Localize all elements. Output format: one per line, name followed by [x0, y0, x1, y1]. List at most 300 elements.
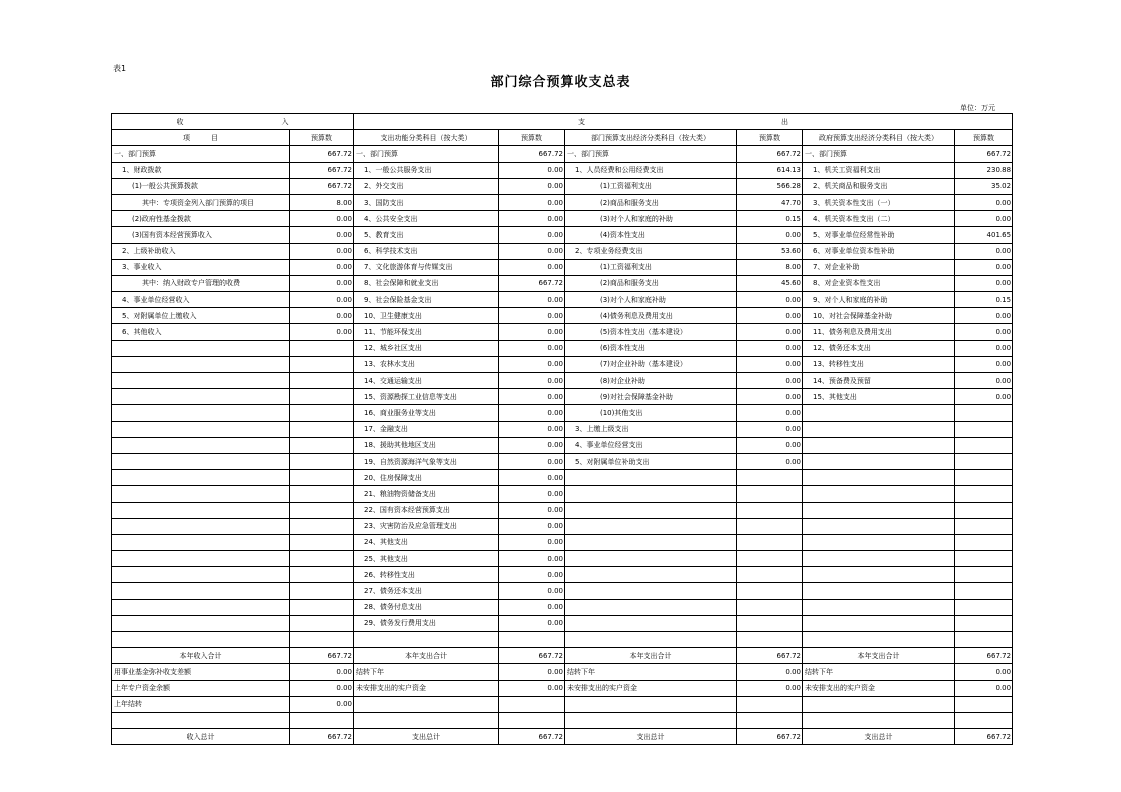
income-label-cell [112, 453, 290, 469]
table-row [112, 567, 1013, 583]
header-row-2 [112, 130, 1013, 146]
gov-econ-label-cell [803, 421, 955, 437]
income-value-cell [290, 356, 354, 372]
dept-econ-value-cell [737, 712, 803, 728]
gov-econ-label-cell: 11、债务利息及费用支出 [803, 324, 955, 340]
income-value-cell [290, 551, 354, 567]
page-title: 部门综合预算收支总表 [490, 75, 631, 90]
func-label-cell: 7、文化旅游体育与传媒支出 [354, 259, 499, 275]
income-value-cell [290, 421, 354, 437]
table-row [112, 227, 1013, 243]
gov-econ-label-cell: 本年支出合计 [803, 648, 955, 664]
dept-econ-label-cell: 本年支出合计 [565, 648, 737, 664]
table-row [112, 583, 1013, 599]
dept-econ-label-cell: (7)对企业补助（基本建设） [565, 356, 737, 372]
col-gov-econ: 政府预算支出经济分类科目（按大类） [803, 130, 955, 146]
gov-econ-label-cell: 13、转移性支出 [803, 356, 955, 372]
func-value-cell: 0.00 [499, 421, 565, 437]
func-label-cell: 25、其他支出 [354, 551, 499, 567]
table-row [112, 599, 1013, 615]
func-value-cell: 0.00 [499, 551, 565, 567]
gov-econ-label-cell: 7、对企业补助 [803, 259, 955, 275]
dept-econ-label-cell: (3)对个人和家庭补助 [565, 292, 737, 308]
dept-econ-value-cell [737, 615, 803, 631]
col-dept-econ: 部门预算支出经济分类科目（按大类） [565, 130, 737, 146]
gov-econ-value-cell [955, 453, 1013, 469]
dept-econ-value-cell: 0.15 [737, 211, 803, 227]
dept-econ-label-cell: (2)商品和服务支出 [565, 194, 737, 210]
gov-econ-value-cell [955, 712, 1013, 728]
income-value-cell: 0.00 [290, 243, 354, 259]
dept-econ-value-cell: 0.00 [737, 308, 803, 324]
func-value-cell: 0.00 [499, 162, 565, 178]
dept-econ-value-cell [737, 632, 803, 648]
func-label-cell: 本年支出合计 [354, 648, 499, 664]
gov-econ-value-cell: 0.00 [955, 373, 1013, 389]
func-label-cell: 20、住房保障支出 [354, 470, 499, 486]
gov-econ-label-cell [803, 502, 955, 518]
gov-econ-label-cell: 4、机关资本性支出（二） [803, 211, 955, 227]
table-row [112, 712, 1013, 728]
income-label-cell: 其中：纳入财政专户管理的收费 [112, 275, 290, 291]
gov-econ-value-cell: 0.00 [955, 308, 1013, 324]
gov-econ-label-cell [803, 696, 955, 712]
dept-econ-label-cell [565, 518, 737, 534]
dept-econ-label-cell: (1)工资福利支出 [565, 259, 737, 275]
func-value-cell: 0.00 [499, 680, 565, 696]
func-label-cell: 结转下年 [354, 664, 499, 680]
income-value-cell [290, 453, 354, 469]
gov-econ-label-cell [803, 437, 955, 453]
col-func: 支出功能分类科目（按大类） [354, 130, 499, 146]
dept-econ-value-cell: 0.00 [737, 453, 803, 469]
func-value-cell: 0.00 [499, 470, 565, 486]
func-label-cell [354, 632, 499, 648]
func-value-cell: 0.00 [499, 518, 565, 534]
dept-econ-value-cell: 8.00 [737, 259, 803, 275]
dept-econ-value-cell: 0.00 [737, 356, 803, 372]
func-value-cell: 0.00 [499, 243, 565, 259]
table-row [112, 308, 1013, 324]
gov-econ-label-cell [803, 534, 955, 550]
gov-econ-value-cell [955, 421, 1013, 437]
func-label-cell: 9、社会保险基金支出 [354, 292, 499, 308]
dept-econ-value-cell: 0.00 [737, 340, 803, 356]
dept-econ-label-cell [565, 712, 737, 728]
table-row [112, 664, 1013, 680]
func-value-cell: 667.72 [499, 146, 565, 162]
table-row [112, 146, 1013, 162]
gov-econ-label-cell: 12、债务还本支出 [803, 340, 955, 356]
income-label-cell [112, 356, 290, 372]
func-value-cell: 0.00 [499, 486, 565, 502]
gov-econ-label-cell [803, 486, 955, 502]
income-label-cell [112, 567, 290, 583]
gov-econ-value-cell [955, 405, 1013, 421]
income-label-cell [112, 373, 290, 389]
dept-econ-label-cell: (1)工资福利支出 [565, 178, 737, 194]
gov-econ-label-cell: 8、对企业资本性支出 [803, 275, 955, 291]
gov-econ-label-cell [803, 712, 955, 728]
table-row [112, 356, 1013, 372]
dept-econ-label-cell: 1、人员经费和公用经费支出 [565, 162, 737, 178]
gov-econ-label-cell: 15、其他支出 [803, 389, 955, 405]
gov-econ-value-cell: 0.15 [955, 292, 1013, 308]
dept-econ-label-cell: (4)债务利息及费用支出 [565, 308, 737, 324]
dept-econ-value-cell: 0.00 [737, 373, 803, 389]
gov-econ-value-cell [955, 518, 1013, 534]
dept-econ-value-cell [737, 518, 803, 534]
dept-econ-label-cell: 2、专项业务经费支出 [565, 243, 737, 259]
table-row [112, 551, 1013, 567]
income-value-cell [290, 405, 354, 421]
income-label-cell [112, 615, 290, 631]
dept-econ-value-cell: 0.00 [737, 680, 803, 696]
income-label-cell [112, 437, 290, 453]
func-label-cell: 29、债务发行费用支出 [354, 615, 499, 631]
dept-econ-value-cell: 0.00 [737, 437, 803, 453]
dept-econ-value-cell: 566.28 [737, 178, 803, 194]
gov-econ-value-cell: 0.00 [955, 324, 1013, 340]
income-value-cell [290, 373, 354, 389]
income-label-cell: 上年专户资金余额 [112, 680, 290, 696]
table-row [112, 518, 1013, 534]
dept-econ-value-cell: 0.00 [737, 664, 803, 680]
income-value-cell: 667.72 [290, 146, 354, 162]
table-row [112, 389, 1013, 405]
table-row [112, 534, 1013, 550]
gov-econ-label-cell: 一、部门预算 [803, 146, 955, 162]
func-value-cell: 0.00 [499, 211, 565, 227]
income-value-cell: 667.72 [290, 178, 354, 194]
income-value-cell: 0.00 [290, 211, 354, 227]
income-label-cell: 3、事业收入 [112, 259, 290, 275]
gov-econ-label-cell: 结转下年 [803, 664, 955, 680]
dept-econ-label-cell [565, 486, 737, 502]
income-label-cell [112, 421, 290, 437]
income-label-cell: (3)国有资本经营预算收入 [112, 227, 290, 243]
gov-econ-value-cell [955, 437, 1013, 453]
col-budget-func: 预算数 [499, 130, 565, 146]
dept-econ-value-cell: 0.00 [737, 227, 803, 243]
func-label-cell: 27、债务还本支出 [354, 583, 499, 599]
col-budget-income: 预算数 [290, 130, 354, 146]
dept-econ-label-cell [565, 551, 737, 567]
dept-econ-label-cell: 一、部门预算 [565, 146, 737, 162]
dept-econ-value-cell: 667.72 [737, 729, 803, 745]
dept-econ-label-cell: 支出总计 [565, 729, 737, 745]
income-value-cell: 0.00 [290, 696, 354, 712]
table-row [112, 437, 1013, 453]
gov-econ-value-cell: 0.00 [955, 259, 1013, 275]
gov-econ-label-cell [803, 551, 955, 567]
func-label-cell [354, 696, 499, 712]
func-label-cell: 5、教育支出 [354, 227, 499, 243]
dept-econ-value-cell [737, 470, 803, 486]
income-label-cell: (2)政府性基金拨款 [112, 211, 290, 227]
gov-econ-label-cell: 5、对事业单位经常性补助 [803, 227, 955, 243]
dept-econ-value-cell [737, 551, 803, 567]
dept-econ-value-cell: 614.13 [737, 162, 803, 178]
col-budget-gov: 预算数 [955, 130, 1013, 146]
func-value-cell: 0.00 [499, 259, 565, 275]
table-row [112, 324, 1013, 340]
income-label-cell: 收入总计 [112, 729, 290, 745]
dept-econ-label-cell: (6)资本性支出 [565, 340, 737, 356]
dept-econ-value-cell [737, 567, 803, 583]
func-label-cell: 1、一般公共服务支出 [354, 162, 499, 178]
gov-econ-value-cell: 0.00 [955, 340, 1013, 356]
gov-econ-label-cell [803, 518, 955, 534]
income-label-cell [112, 486, 290, 502]
gov-econ-label-cell: 2、机关商品和服务支出 [803, 178, 955, 194]
func-value-cell: 0.00 [499, 599, 565, 615]
income-value-cell: 0.00 [290, 292, 354, 308]
dept-econ-value-cell: 667.72 [737, 146, 803, 162]
dept-econ-value-cell [737, 696, 803, 712]
func-value-cell: 0.00 [499, 437, 565, 453]
table-row [112, 211, 1013, 227]
income-value-cell [290, 599, 354, 615]
gov-econ-value-cell: 0.00 [955, 664, 1013, 680]
func-label-cell: 16、商业服务业等支出 [354, 405, 499, 421]
table-row [112, 470, 1013, 486]
col-budget-dept: 预算数 [737, 130, 803, 146]
table-row [112, 178, 1013, 194]
func-value-cell: 0.00 [499, 389, 565, 405]
func-label-cell: 26、转移性支出 [354, 567, 499, 583]
table-row [112, 194, 1013, 210]
func-label-cell: 4、公共安全支出 [354, 211, 499, 227]
dept-econ-label-cell [565, 696, 737, 712]
func-label-cell: 17、金融支出 [354, 421, 499, 437]
gov-econ-label-cell [803, 405, 955, 421]
dept-econ-value-cell: 0.00 [737, 292, 803, 308]
dept-econ-value-cell [737, 502, 803, 518]
func-value-cell: 0.00 [499, 664, 565, 680]
table-row [112, 292, 1013, 308]
func-label-cell: 18、援助其他地区支出 [354, 437, 499, 453]
dept-econ-value-cell: 0.00 [737, 405, 803, 421]
budget-table [111, 113, 1013, 745]
table-row [112, 405, 1013, 421]
income-value-cell [290, 615, 354, 631]
func-value-cell [499, 696, 565, 712]
table-row [112, 373, 1013, 389]
income-value-cell: 0.00 [290, 324, 354, 340]
gov-econ-value-cell: 667.72 [955, 729, 1013, 745]
income-value-cell [290, 437, 354, 453]
func-value-cell: 0.00 [499, 292, 565, 308]
func-value-cell [499, 632, 565, 648]
gov-econ-value-cell: 0.00 [955, 680, 1013, 696]
table-row [112, 243, 1013, 259]
income-value-cell [290, 712, 354, 728]
func-label-cell: 2、外交支出 [354, 178, 499, 194]
func-value-cell: 0.00 [499, 194, 565, 210]
gov-econ-value-cell: 0.00 [955, 211, 1013, 227]
func-value-cell: 0.00 [499, 356, 565, 372]
dept-econ-value-cell [737, 583, 803, 599]
gov-econ-value-cell [955, 470, 1013, 486]
table-row [112, 615, 1013, 631]
income-value-cell: 0.00 [290, 259, 354, 275]
header-row-1 [112, 114, 1013, 130]
gov-econ-value-cell [955, 567, 1013, 583]
func-label-cell: 8、社会保障和就业支出 [354, 275, 499, 291]
income-value-cell: 667.72 [290, 162, 354, 178]
income-label-cell: 用事业基金弥补收支差额 [112, 664, 290, 680]
func-value-cell: 0.00 [499, 567, 565, 583]
gov-econ-label-cell: 10、对社会保障基金补助 [803, 308, 955, 324]
table-row [112, 453, 1013, 469]
income-value-cell [290, 567, 354, 583]
dept-econ-label-cell [565, 567, 737, 583]
func-label-cell: 12、城乡社区支出 [354, 340, 499, 356]
func-label-cell: 3、国防支出 [354, 194, 499, 210]
func-label-cell: 15、资源勘探工业信息等支出 [354, 389, 499, 405]
income-label-cell: 6、其他收入 [112, 324, 290, 340]
income-label-cell [112, 389, 290, 405]
income-label-cell: (1)一般公共预算拨款 [112, 178, 290, 194]
gov-econ-label-cell [803, 599, 955, 615]
income-label-cell [112, 632, 290, 648]
dept-econ-label-cell [565, 615, 737, 631]
gov-econ-label-cell: 3、机关资本性支出（一） [803, 194, 955, 210]
dept-econ-label-cell: (8)对企业补助 [565, 373, 737, 389]
gov-econ-value-cell: 0.00 [955, 194, 1013, 210]
income-label-cell: 4、事业单位经营收入 [112, 292, 290, 308]
gov-econ-value-cell [955, 696, 1013, 712]
dept-econ-label-cell [565, 583, 737, 599]
gov-econ-label-cell: 9、对个人和家庭的补助 [803, 292, 955, 308]
dept-econ-label-cell: 3、上缴上级支出 [565, 421, 737, 437]
income-value-cell [290, 340, 354, 356]
dept-econ-label-cell: (4)资本性支出 [565, 227, 737, 243]
func-value-cell: 667.72 [499, 275, 565, 291]
gov-econ-label-cell [803, 632, 955, 648]
gov-econ-value-cell [955, 502, 1013, 518]
gov-econ-label-cell: 6、对事业单位资本性补助 [803, 243, 955, 259]
table-row [112, 696, 1013, 712]
gov-econ-value-cell: 0.00 [955, 243, 1013, 259]
func-value-cell: 0.00 [499, 308, 565, 324]
func-value-cell: 0.00 [499, 178, 565, 194]
income-label-cell [112, 534, 290, 550]
income-value-cell: 0.00 [290, 275, 354, 291]
income-value-cell [290, 583, 354, 599]
func-value-cell: 0.00 [499, 227, 565, 243]
func-value-cell: 0.00 [499, 502, 565, 518]
func-label-cell: 28、债务付息支出 [354, 599, 499, 615]
gov-econ-value-cell [955, 583, 1013, 599]
gov-econ-label-cell: 14、预备费及预留 [803, 373, 955, 389]
table-row [112, 502, 1013, 518]
income-value-cell [290, 632, 354, 648]
func-label-cell [354, 712, 499, 728]
table-row [112, 259, 1013, 275]
gov-econ-value-cell [955, 551, 1013, 567]
income-value-cell [290, 502, 354, 518]
gov-econ-value-cell: 230.88 [955, 162, 1013, 178]
income-value-cell [290, 534, 354, 550]
table-row [112, 729, 1013, 745]
income-label-cell: 5、对附属单位上缴收入 [112, 308, 290, 324]
dept-econ-label-cell [565, 534, 737, 550]
dept-econ-value-cell [737, 599, 803, 615]
table-label: 表1 [113, 64, 127, 73]
gov-econ-label-cell [803, 567, 955, 583]
dept-econ-label-cell [565, 632, 737, 648]
income-value-cell: 0.00 [290, 308, 354, 324]
func-label-cell: 6、科学技术支出 [354, 243, 499, 259]
func-label-cell: 24、其他支出 [354, 534, 499, 550]
table-row [112, 486, 1013, 502]
dept-econ-value-cell: 0.00 [737, 421, 803, 437]
func-label-cell: 23、灾害防治及应急管理支出 [354, 518, 499, 534]
income-header: 收 入 [112, 114, 354, 130]
gov-econ-value-cell: 667.72 [955, 648, 1013, 664]
income-label-cell: 其中：专项资金列入部门预算的项目 [112, 194, 290, 210]
func-label-cell: 一、部门预算 [354, 146, 499, 162]
dept-econ-value-cell: 0.00 [737, 324, 803, 340]
gov-econ-value-cell: 0.00 [955, 389, 1013, 405]
func-value-cell: 0.00 [499, 583, 565, 599]
income-value-cell: 667.72 [290, 648, 354, 664]
income-label-cell [112, 712, 290, 728]
income-value-cell [290, 470, 354, 486]
func-label-cell: 10、卫生健康支出 [354, 308, 499, 324]
income-value-cell: 0.00 [290, 680, 354, 696]
func-label-cell: 未安排支出的实户资金 [354, 680, 499, 696]
gov-econ-label-cell: 1、机关工资福利支出 [803, 162, 955, 178]
dept-econ-label-cell: (9)对社会保障基金补助 [565, 389, 737, 405]
income-label-cell: 上年结转 [112, 696, 290, 712]
expense-header: 支 出 [354, 114, 1013, 130]
dept-econ-value-cell [737, 534, 803, 550]
unit-label: 单位：万元 [960, 104, 995, 112]
income-value-cell: 0.00 [290, 227, 354, 243]
func-value-cell: 0.00 [499, 373, 565, 389]
table-row [112, 632, 1013, 648]
func-value-cell: 0.00 [499, 324, 565, 340]
dept-econ-label-cell: 4、事业单位经营支出 [565, 437, 737, 453]
col-item: 项 目 [112, 130, 290, 146]
table-row [112, 648, 1013, 664]
dept-econ-value-cell [737, 486, 803, 502]
func-value-cell: 667.72 [499, 729, 565, 745]
income-label-cell [112, 340, 290, 356]
income-label-cell: 一、部门预算 [112, 146, 290, 162]
dept-econ-label-cell: (10)其他支出 [565, 405, 737, 421]
gov-econ-value-cell [955, 632, 1013, 648]
table-row [112, 162, 1013, 178]
income-label-cell: 本年收入合计 [112, 648, 290, 664]
income-label-cell [112, 470, 290, 486]
func-label-cell: 19、自然资源海洋气象等支出 [354, 453, 499, 469]
table-row [112, 340, 1013, 356]
dept-econ-label-cell: 未安排支出的实户资金 [565, 680, 737, 696]
dept-econ-label-cell [565, 599, 737, 615]
func-value-cell: 0.00 [499, 615, 565, 631]
dept-econ-label-cell: 5、对附属单位补助支出 [565, 453, 737, 469]
income-label-cell [112, 405, 290, 421]
income-value-cell [290, 518, 354, 534]
table-body [112, 146, 1013, 745]
dept-econ-value-cell: 45.60 [737, 275, 803, 291]
dept-econ-value-cell: 53.60 [737, 243, 803, 259]
income-label-cell [112, 583, 290, 599]
